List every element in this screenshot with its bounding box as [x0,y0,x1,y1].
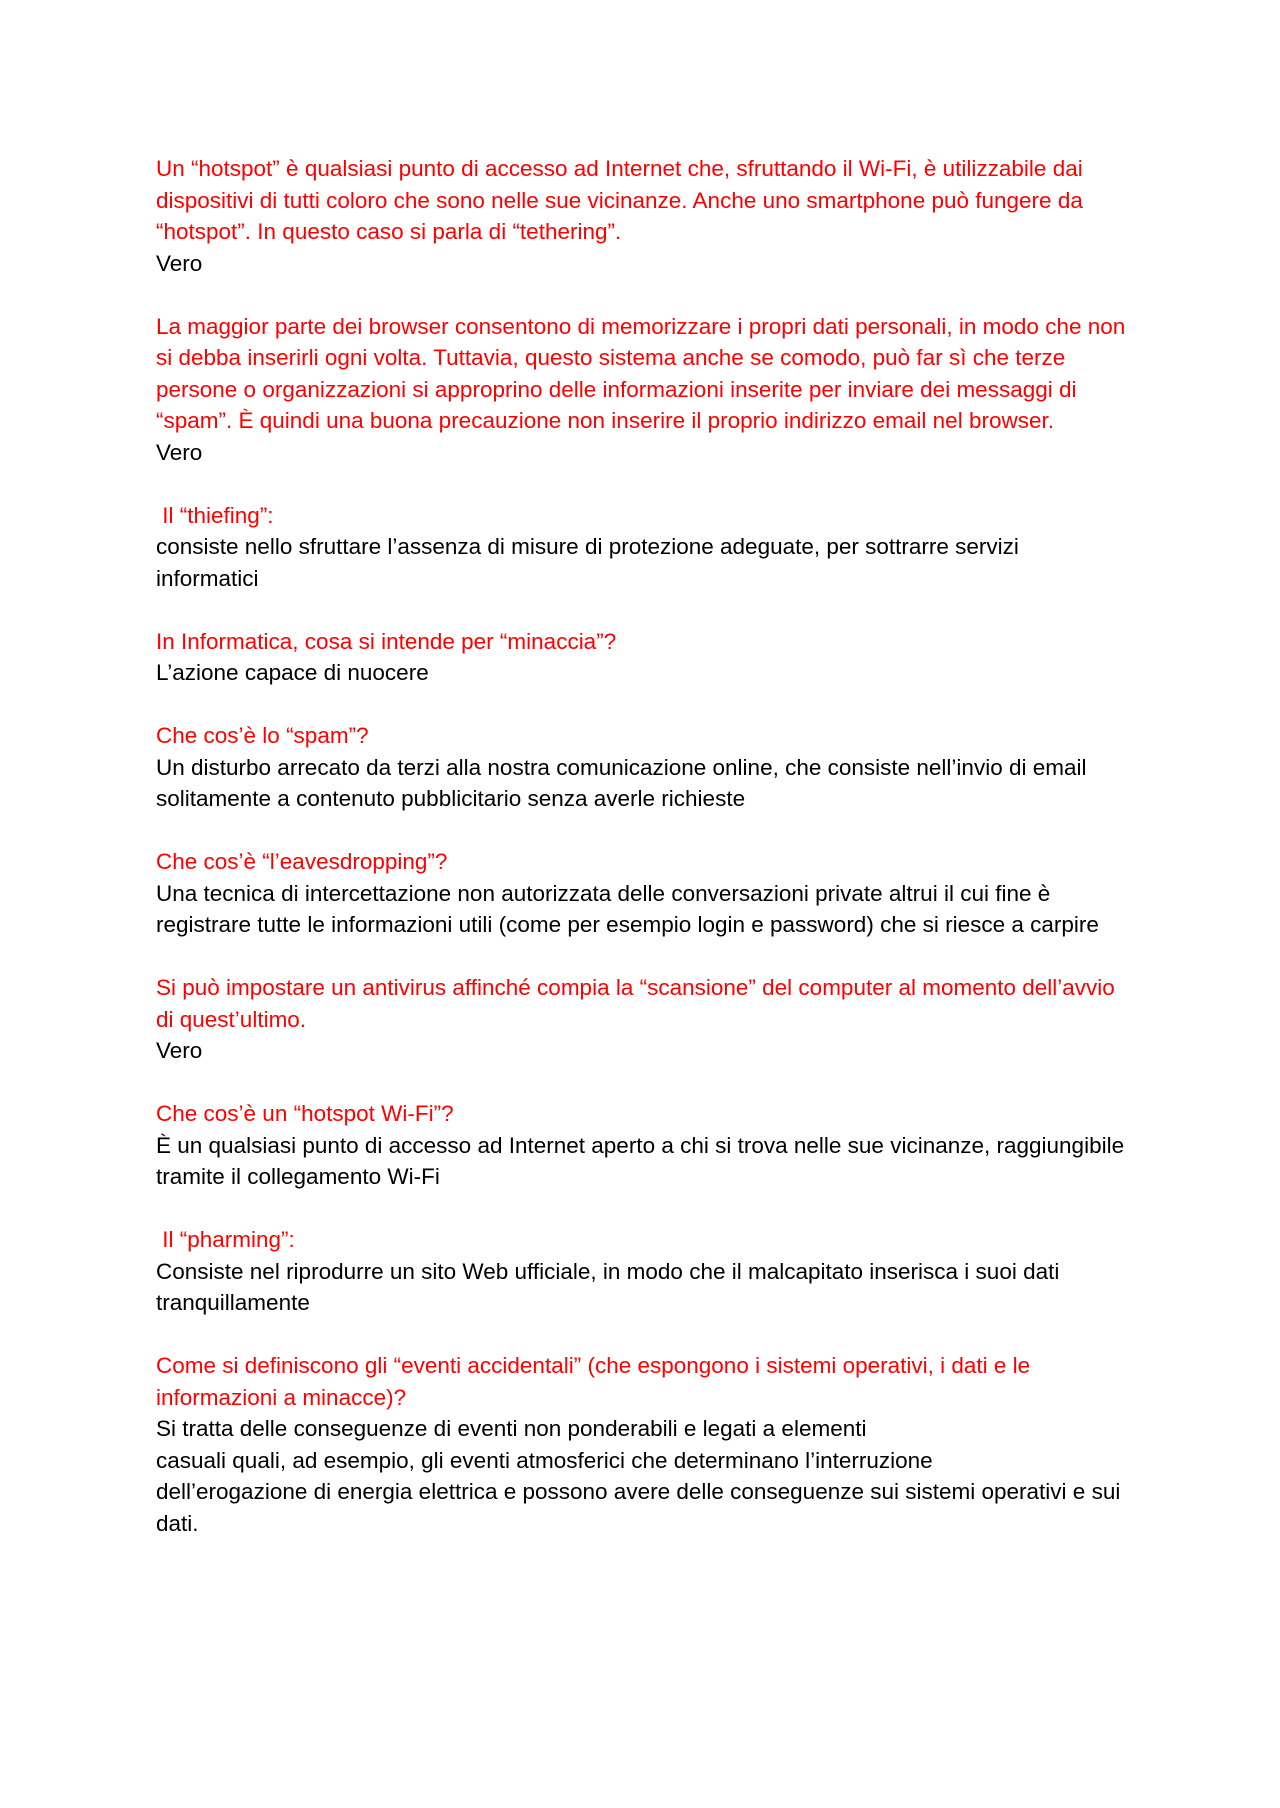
answer-text: Una tecnica di intercettazione non autorizzata delle conversazioni private altrui il cui fine è registrare tutte le informazioni utili (come per esempio login e password) che si riesce a carpire [156,880,1099,937]
qa-item-10 [156,1350,1126,1539]
question-text: In Informatica, cosa si intende per “minaccia”? [156,628,617,654]
answer-line: dell’erogazione di energia elettrica e possono avere delle conseguenze sui sistemi operativi e sui dati. [156,1479,1121,1536]
document-page [156,153,1126,1571]
qa-item-2 [156,311,1126,469]
answer-line: casuali quali, ad esempio, gli eventi atmosferici che determinano l’interruzione [156,1447,933,1473]
answer-line: Si tratta delle conseguenze di eventi non ponderabili e legati a elementi [156,1416,867,1441]
qa-item-4 [156,626,1126,689]
answer-text [156,1413,1126,1539]
qa-item-5 [156,720,1126,815]
qa-item-7 [156,972,1126,1067]
question-text: Che cos’è lo “spam”? [156,723,369,748]
question-text: Il “pharming”: [156,1227,295,1252]
answer-text: Vero [156,439,203,465]
answer-text: Vero [156,250,203,276]
question-text: Che cos’è un “hotspot Wi-Fi”? [156,1101,454,1126]
qa-item-1 [156,153,1126,279]
answer-text: L’azione capace di nuocere [156,660,429,685]
answer-text: Consiste nel riprodurre un sito Web ufficiale, in modo che il malcapitato inserisca i suoi dati tranquillamente [156,1258,1060,1315]
qa-item-3 [156,500,1126,595]
answer-text: Un disturbo arrecato da terzi alla nostra comunicazione online, che consiste nell’invio di email solitamente a contenuto pubblicitario senza averle richieste [156,754,1087,811]
question-text: Che cos’è “l’eavesdropping”? [156,849,448,874]
qa-item-8 [156,1098,1126,1193]
question-text: La maggior parte dei browser consentono di memorizzare i propri dati personali, in modo che non si debba inserirli ogni volta. Tuttavia, questo sistema anche se comodo, può far sì che terze persone o organizzazioni si approprino delle informazioni inserite per inviare dei messaggi di “spam”. È quindi una buona precauzione non inserire il proprio indirizzo email nel browser. [156,313,1126,433]
qa-item-9 [156,1224,1126,1319]
qa-item-6 [156,846,1126,941]
question-text: Si può impostare un antivirus affinché compia la “scansione” del computer al momento dell’avvio di quest’ultimo. [156,975,1115,1032]
answer-text: È un qualsiasi punto di accesso ad Internet aperto a chi si trova nelle sue vicinanze, raggiungibile tramite il collegamento Wi-Fi [156,1132,1125,1189]
question-text: Come si definiscono gli “eventi accidentali” (che espongono i sistemi operativi, i dati e le informazioni a minacce)? [156,1353,1031,1410]
question-text: Il “thiefing”: [156,502,274,528]
answer-text: consiste nello sfruttare l’assenza di misure di protezione adeguate, per sottrarre servizi informatici [156,534,1019,591]
question-text: Un “hotspot” è qualsiasi punto di accesso ad Internet che, sfruttando il Wi-Fi, è utilizzabile dai dispositivi di tutti coloro che sono nelle sue vicinanze. Anche uno smartphone può fungere da “hotspot”. In questo caso si parla di “tethering”. [156,156,1083,244]
answer-text: Vero [156,1038,203,1063]
